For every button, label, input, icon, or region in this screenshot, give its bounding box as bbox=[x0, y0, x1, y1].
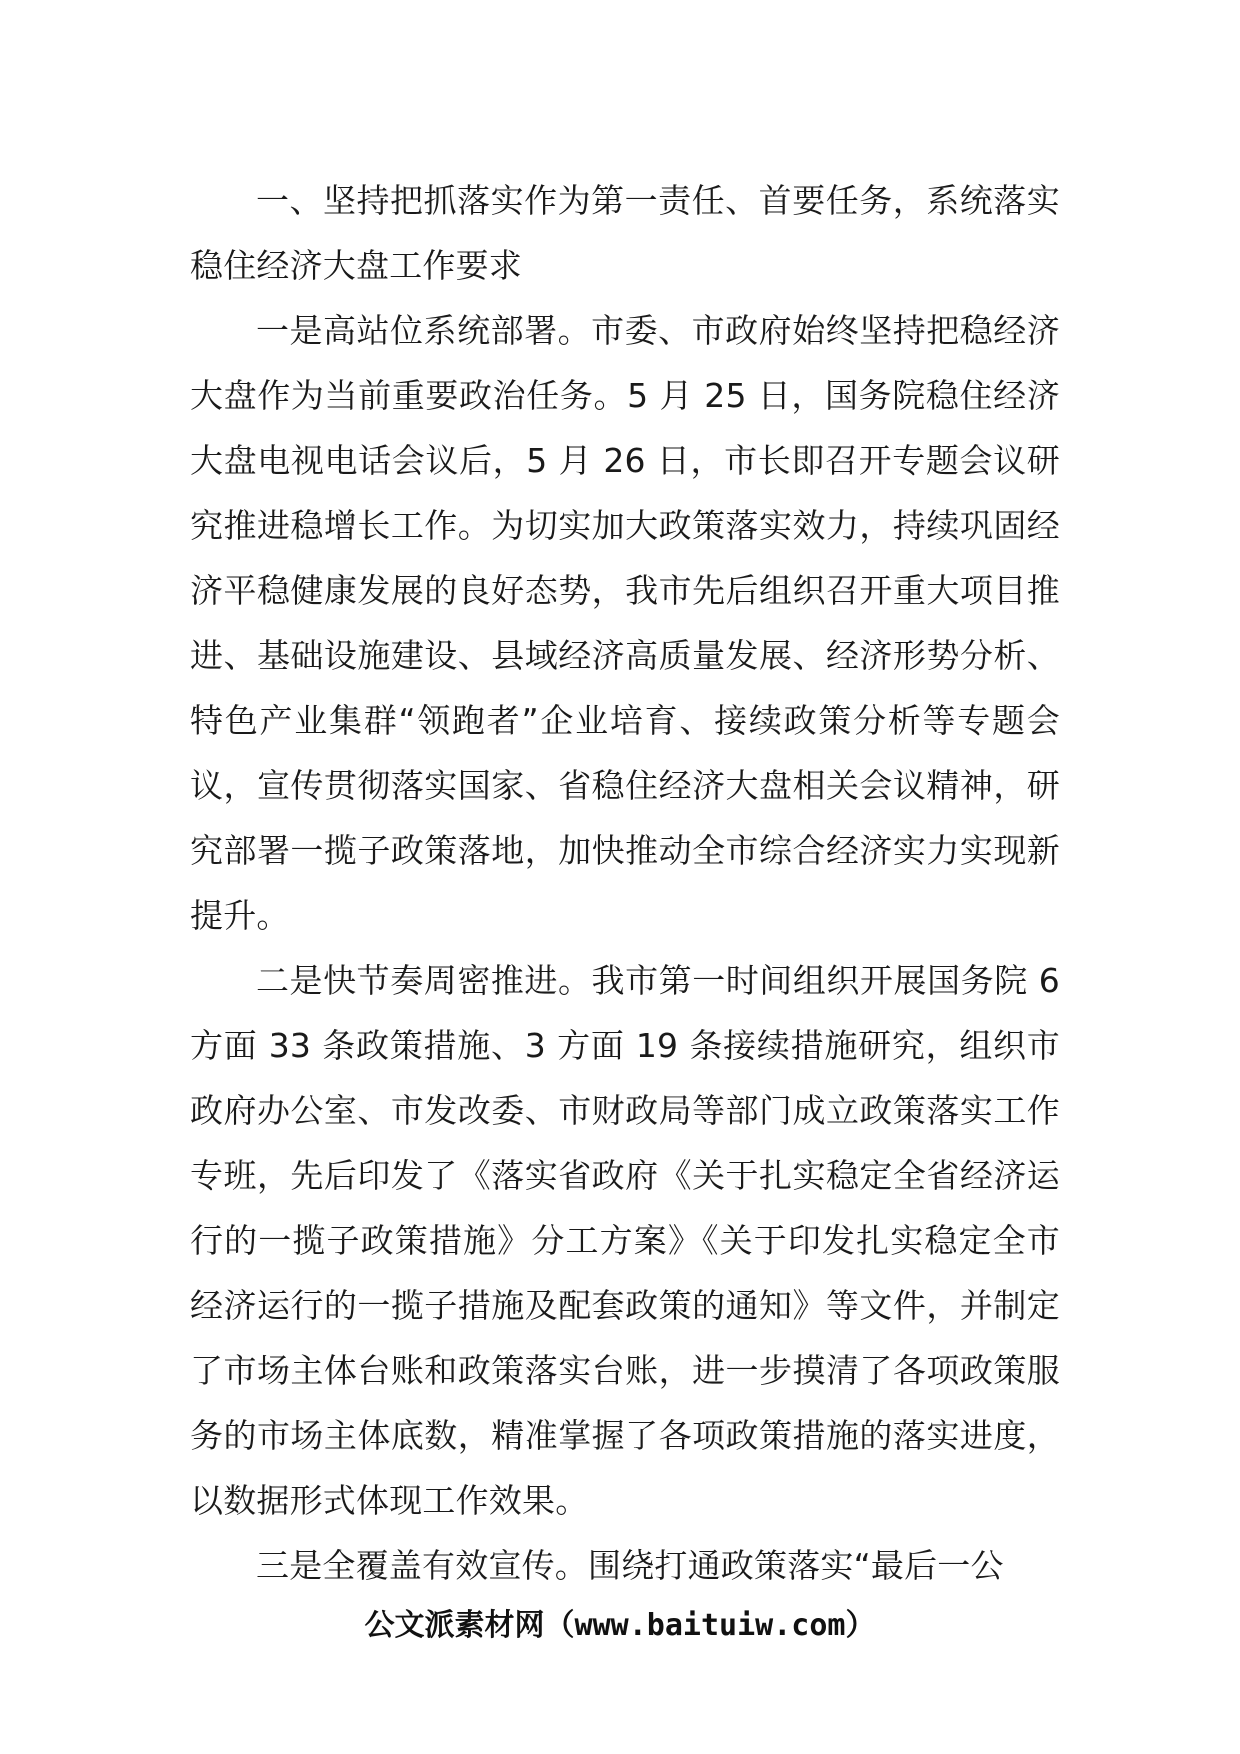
section-heading: 一、坚持把抓落实作为第一责任、首要任务，系统落实稳住经济大盘工作要求 bbox=[190, 181, 1060, 285]
footer-close-paren: ） bbox=[845, 1608, 876, 1643]
footer-open-paren: （ bbox=[544, 1608, 575, 1643]
footer-site-name: 公文派素材网 bbox=[364, 1608, 545, 1643]
paragraph-advancement: 二是快节奏周密推进。我市第一时间组织开展国务院 6 方面 33 条政策措施、3 方面 19 条接续措施研究，组织市政府办公室、市发改委、市财政局等部门成立政策落实工作专班，先后印发了《落实省政府《关于扎实稳定全省经济运行的一揽子政策措施》分工方案》《关于印发扎实稳定全市经济运行的一揽子措施及配套政策的通知》等文件，并制定了市场主体台账和政策落实台账，进一步摸清了各项政策服务的市场主体底数，精准掌握了各项政策措施的落实进度，以数据形式体现工作效果。 bbox=[190, 961, 1060, 1520]
paragraph-publicity: 三是全覆盖有效宣传。围绕打通政策落实“最后一公 bbox=[256, 1546, 1004, 1585]
document-body bbox=[190, 168, 1060, 1598]
footer-watermark bbox=[0, 1606, 1240, 1646]
paragraph-deployment: 一是高站位系统部署。市委、市政府始终坚持把稳经济大盘作为当前重要政治任务。5 月 25 日，国务院稳住经济大盘电视电话会议后，5 月 26 日，市长即召开专题会议研究推进稳增长工作。为切实加大政策落实效力，持续巩固经济平稳健康发展的良好态势，我市先后组织召开重大项目推进、基础设施建设、县域经济高质量发展、经济形势分析、特色产业集群“领跑者”企业培育、接续政策分析等专题会议，宣传贯彻落实国家、省稳住经济大盘相关会议精神，研究部署一揽子政策落地，加快推动全市综合经济实力实现新提升。 bbox=[190, 311, 1060, 935]
footer-url: www.baituiw.com bbox=[574, 1608, 846, 1643]
